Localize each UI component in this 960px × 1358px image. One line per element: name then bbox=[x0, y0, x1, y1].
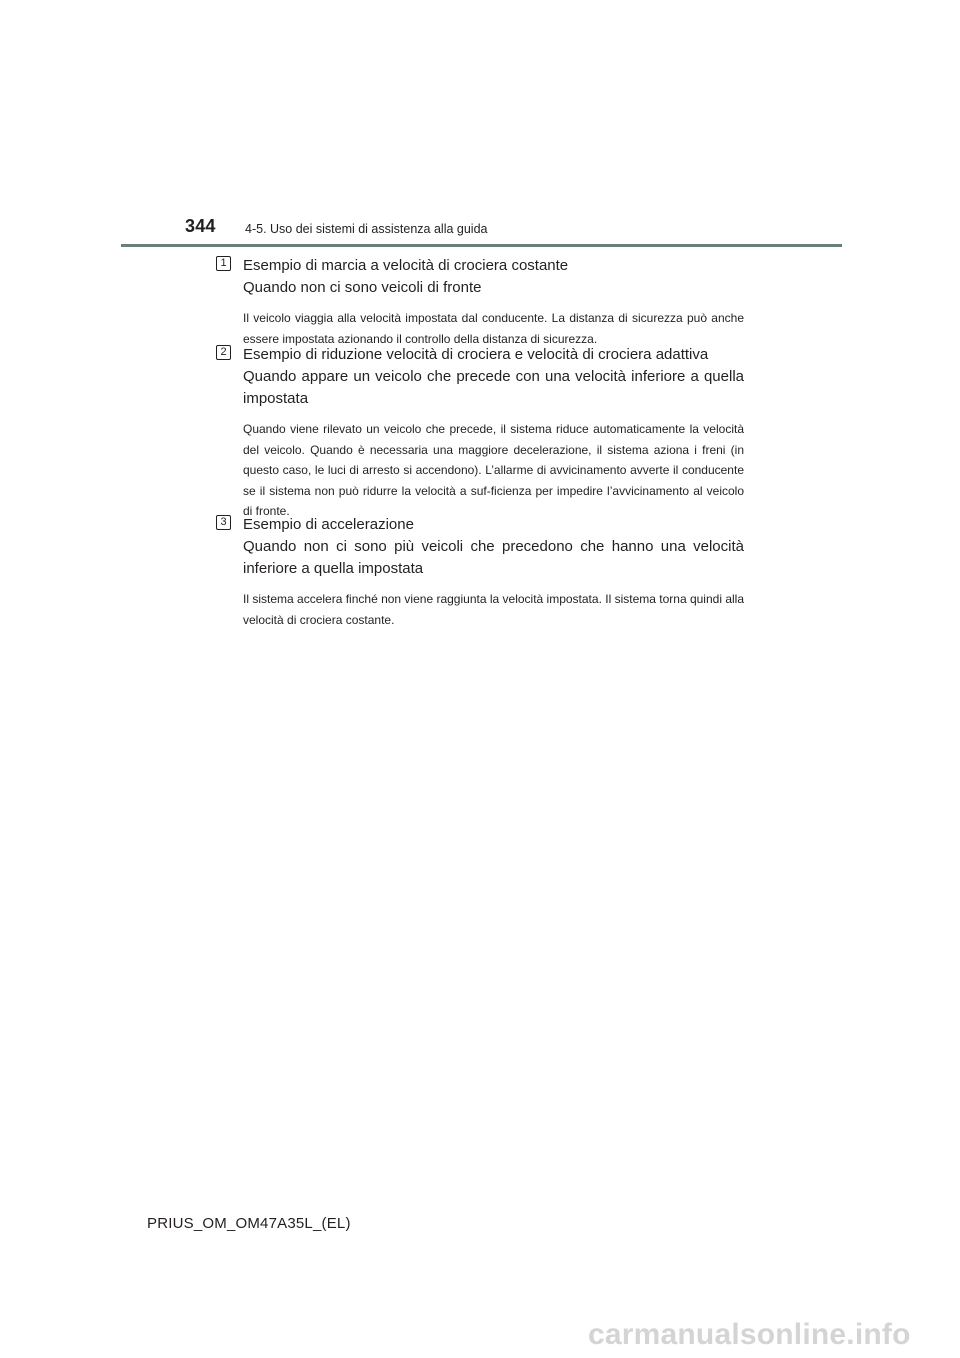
item-subtitle: Quando appare un veicolo che precede con una velocità inferiore a quella impostata bbox=[243, 368, 744, 407]
step-number-badge: 2 bbox=[216, 345, 231, 360]
section-title: 4-5. Uso dei sistemi di assistenza alla guida bbox=[245, 222, 488, 236]
item-title: Esempio di marcia a velocità di crociera costante bbox=[243, 257, 569, 274]
item-heading bbox=[243, 255, 744, 299]
header-divider bbox=[121, 244, 842, 247]
document-code: PRIUS_OM_OM47A35L_(EL) bbox=[147, 1215, 351, 1232]
list-item-1 bbox=[216, 255, 744, 349]
page-number: 344 bbox=[185, 216, 216, 236]
item-description: Il sistema accelera finché non viene raggiunta la velocità impostata. Il sistema torna quindi alla velocità di crociera costante. bbox=[243, 592, 744, 627]
item-title: Esempio di accelerazione bbox=[243, 516, 414, 533]
item-title: Esempio di riduzione velocità di crociera e velocità di crociera adattiva bbox=[243, 346, 709, 363]
item-description: Quando viene rilevato un veicolo che precede, il sistema riduce automaticamente la velocità del veicolo. Quando è necessaria una maggiore decelerazione, il sistema aziona i freni (in questo caso, le luci di arresto si accendono). L’allarme di avvicinamento avverte il conducente se il sistema non può ridurre la velocità a suf-ficienza per impedire l’avvicinamento al veicolo di fronte. bbox=[243, 422, 744, 518]
item-description: Il veicolo viaggia alla velocità impostata dal conducente. La distanza di sicurezza può anche essere impostata azionando il controllo della distanza di sicurezza. bbox=[243, 311, 744, 346]
step-number-badge: 1 bbox=[216, 256, 231, 271]
item-subtitle: Quando non ci sono veicoli di fronte bbox=[243, 279, 482, 296]
list-item-3 bbox=[216, 514, 744, 630]
item-subtitle: Quando non ci sono più veicoli che precedono che hanno una velocità inferiore a quella impostata bbox=[243, 538, 744, 577]
watermark: carmanualsonline.info bbox=[588, 1318, 911, 1351]
item-heading bbox=[243, 344, 744, 410]
list-item-2 bbox=[216, 344, 744, 522]
step-number-badge: 3 bbox=[216, 515, 231, 530]
item-heading bbox=[243, 514, 744, 580]
